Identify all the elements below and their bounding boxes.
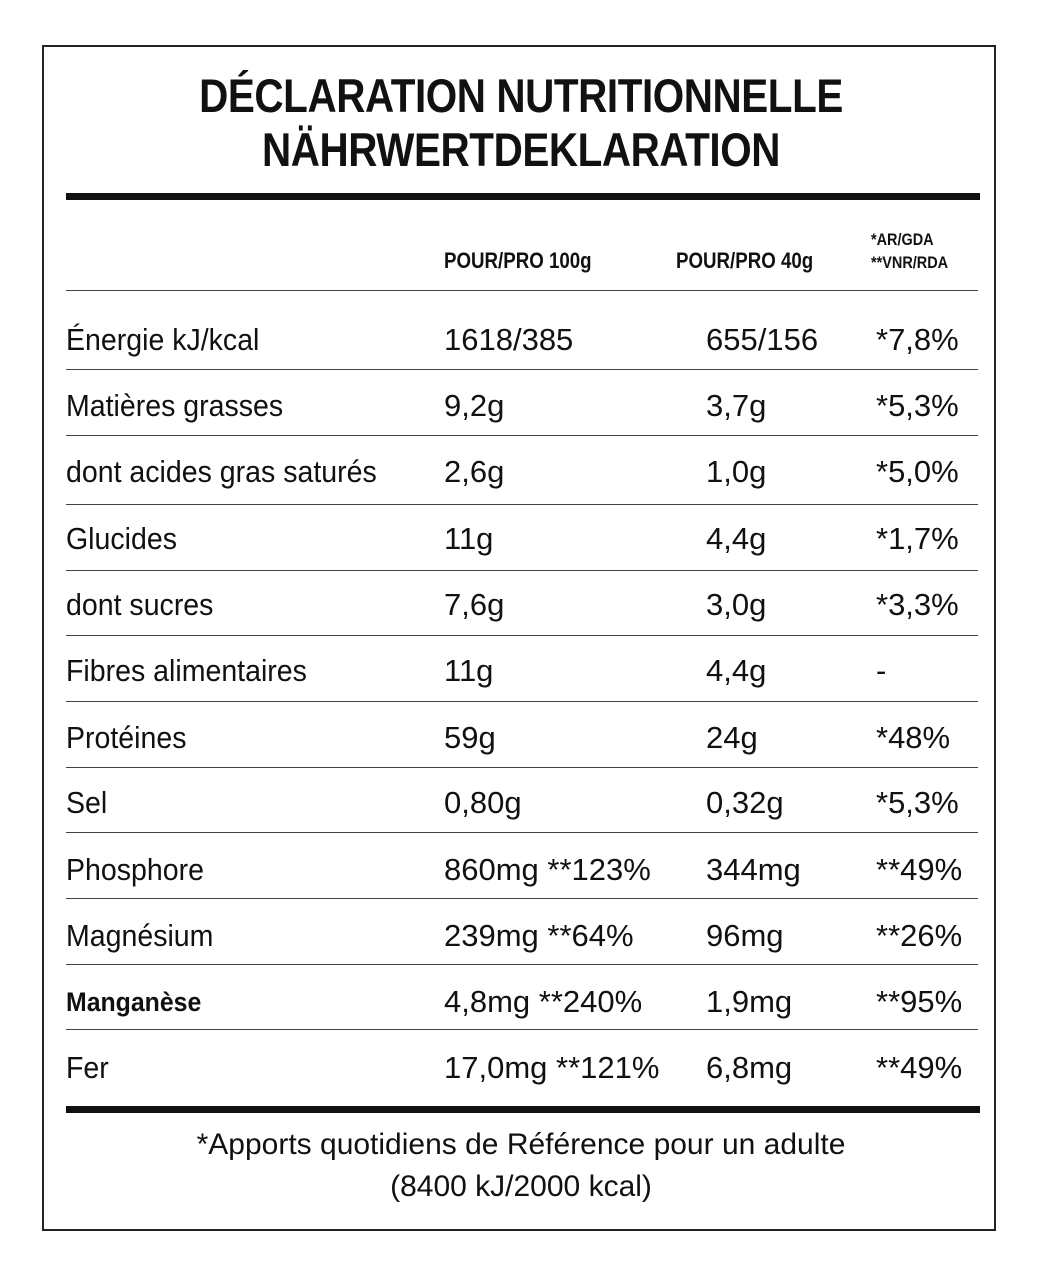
value-per40: 1,9mg xyxy=(706,984,793,1019)
nutrient-label: dont sucres xyxy=(66,587,214,622)
table-row xyxy=(66,900,978,966)
value-per100: 0,80g xyxy=(444,785,522,820)
value-per100: 11g xyxy=(444,653,494,688)
value-reference-pct: *5,3% xyxy=(876,785,959,820)
value-per100: 7,6g xyxy=(444,587,505,622)
footnote-line2: (8400 kJ/2000 kcal) xyxy=(390,1170,652,1203)
bottom-divider xyxy=(66,1106,980,1113)
footnote-line1: *Apports quotidiens de Référence pour un adulte xyxy=(196,1128,846,1161)
nutrient-label: Manganèse xyxy=(66,987,202,1017)
nutrient-label: Fer xyxy=(66,1050,109,1085)
header-divider xyxy=(66,290,978,291)
row-divider xyxy=(66,832,978,833)
nutrient-label: Glucides xyxy=(66,521,177,556)
column-header-vnr-rda: **VNR/RDA xyxy=(871,253,949,272)
nutrient-label: Phosphore xyxy=(66,852,204,887)
value-reference-pct: *5,3% xyxy=(876,388,959,423)
value-per40: 4,4g xyxy=(706,521,767,556)
value-per100: 17,0mg **121% xyxy=(444,1050,660,1085)
column-header-ar-gda: *AR/GDA xyxy=(871,230,934,249)
value-reference-pct: **95% xyxy=(876,984,963,1019)
value-per100: 239mg **64% xyxy=(444,918,634,953)
value-per40: 24g xyxy=(706,720,758,755)
value-per40: 0,32g xyxy=(706,785,784,820)
table-row xyxy=(66,436,978,502)
value-per40: 3,7g xyxy=(706,388,767,423)
table-row xyxy=(66,767,978,833)
nutrient-label: Énergie kJ/kcal xyxy=(66,322,260,357)
row-divider xyxy=(66,964,978,965)
column-header-per100: POUR/PRO 100g xyxy=(444,248,592,273)
table-row xyxy=(66,370,978,436)
table-row xyxy=(66,1032,978,1098)
row-divider xyxy=(66,1029,978,1030)
value-per100: 860mg **123% xyxy=(444,852,651,887)
column-header-per40: POUR/PRO 40g xyxy=(676,248,814,273)
value-reference-pct: *5,0% xyxy=(876,454,959,489)
nutrient-label: Sel xyxy=(66,785,108,820)
value-per40: 4,4g xyxy=(706,653,767,688)
title-german: NÄHRWERTDEKLARATION xyxy=(261,123,780,176)
value-reference-pct: *3,3% xyxy=(876,587,959,622)
value-reference-pct: **26% xyxy=(876,918,963,953)
value-reference-pct: - xyxy=(876,653,887,688)
nutrient-label: Magnésium xyxy=(66,918,214,953)
value-per40: 96mg xyxy=(706,918,784,953)
nutrient-label: Protéines xyxy=(66,720,187,755)
value-reference-pct: **49% xyxy=(876,852,963,887)
table-row xyxy=(66,304,978,370)
value-per40: 3,0g xyxy=(706,587,767,622)
value-per100: 2,6g xyxy=(444,454,505,489)
value-per40: 655/156 xyxy=(706,322,819,357)
table-row xyxy=(66,702,978,768)
value-per100: 4,8mg **240% xyxy=(444,984,643,1019)
value-reference-pct: *7,8% xyxy=(876,322,959,357)
table-row xyxy=(66,966,978,1032)
nutrient-label: Fibres alimentaires xyxy=(66,653,307,688)
value-per100: 9,2g xyxy=(444,388,505,423)
title-french: DÉCLARATION NUTRITIONNELLE xyxy=(199,69,843,122)
value-reference-pct: *48% xyxy=(876,720,951,755)
value-reference-pct: *1,7% xyxy=(876,521,959,556)
value-reference-pct: **49% xyxy=(876,1050,963,1085)
top-divider xyxy=(66,193,980,200)
value-per100: 1618/385 xyxy=(444,322,574,357)
value-per100: 11g xyxy=(444,521,494,556)
value-per100: 59g xyxy=(444,720,496,755)
row-divider xyxy=(66,898,978,899)
nutrient-label: Matières grasses xyxy=(66,388,284,423)
value-per40: 6,8mg xyxy=(706,1050,793,1085)
value-per40: 344mg xyxy=(706,852,801,887)
table-row xyxy=(66,834,978,900)
nutrient-label: dont acides gras saturés xyxy=(66,454,377,489)
table-row xyxy=(66,569,978,635)
table-row xyxy=(66,635,978,701)
table-row xyxy=(66,503,978,569)
value-per40: 1,0g xyxy=(706,454,767,489)
